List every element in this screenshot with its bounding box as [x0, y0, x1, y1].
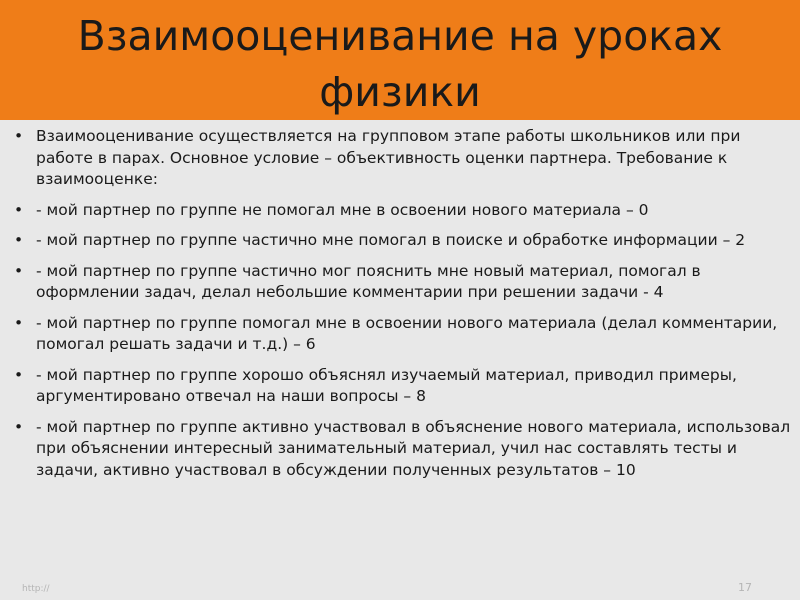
title-band	[0, 0, 800, 120]
bullet-icon: •	[14, 261, 24, 280]
bullet-icon: •	[14, 417, 24, 436]
title-line-2: физики	[319, 68, 481, 116]
list-item-text: - мой партнер по группе не помогал мне в освоении нового материала – 0	[36, 200, 649, 219]
list-item-text: - мой партнер по группе активно участвовал в объяснение нового материала, использовал при объяснении интересный занимательный материал, учил нас составлять тесты и задачи, активно участвовал в обсуждении полученных результатов – 10	[36, 417, 791, 479]
bullet-icon: •	[14, 365, 24, 384]
list-item	[14, 365, 792, 408]
bullet-icon: •	[14, 313, 24, 332]
list-item-text: Взаимооценивание осуществляется на групповом этапе работы школьников или при работе в парах. Основное условие – объективность оценки партнера. Требование к взаимооценке:	[36, 127, 741, 188]
bullet-icon: •	[14, 127, 24, 145]
bullet-icon: •	[14, 200, 24, 219]
slide-title	[0, 8, 800, 120]
bullet-list	[14, 126, 792, 490]
list-item-text: - мой партнер по группе частично мне помогал в поиске и обработке информации – 2	[36, 231, 746, 249]
title-line-1: Взаимооценивание на уроках	[77, 12, 723, 60]
watermark-text: http://	[22, 584, 50, 594]
list-item	[14, 200, 792, 222]
list-item-text: - мой партнер по группе частично мог пояснить мне новый материал, помогал в оформлении задач, делал небольшие комментарии при решении задачи - 4	[36, 261, 701, 301]
page-number: 17	[738, 581, 752, 594]
bullet-icon: •	[14, 231, 24, 249]
slide-content	[0, 120, 800, 600]
list-item	[14, 313, 792, 356]
list-item	[14, 126, 792, 191]
list-item-text: - мой партнер по группе хорошо объяснял изучаемый материал, приводил примеры, аргументировано отвечал на наши вопросы – 8	[36, 365, 737, 405]
list-item	[14, 261, 792, 304]
list-item	[14, 417, 792, 482]
list-item-text: - мой партнер по группе помогал мне в освоении нового материала (делал комментарии, помогал решать задачи и т.д.) – 6	[36, 313, 778, 353]
list-item	[14, 230, 792, 252]
